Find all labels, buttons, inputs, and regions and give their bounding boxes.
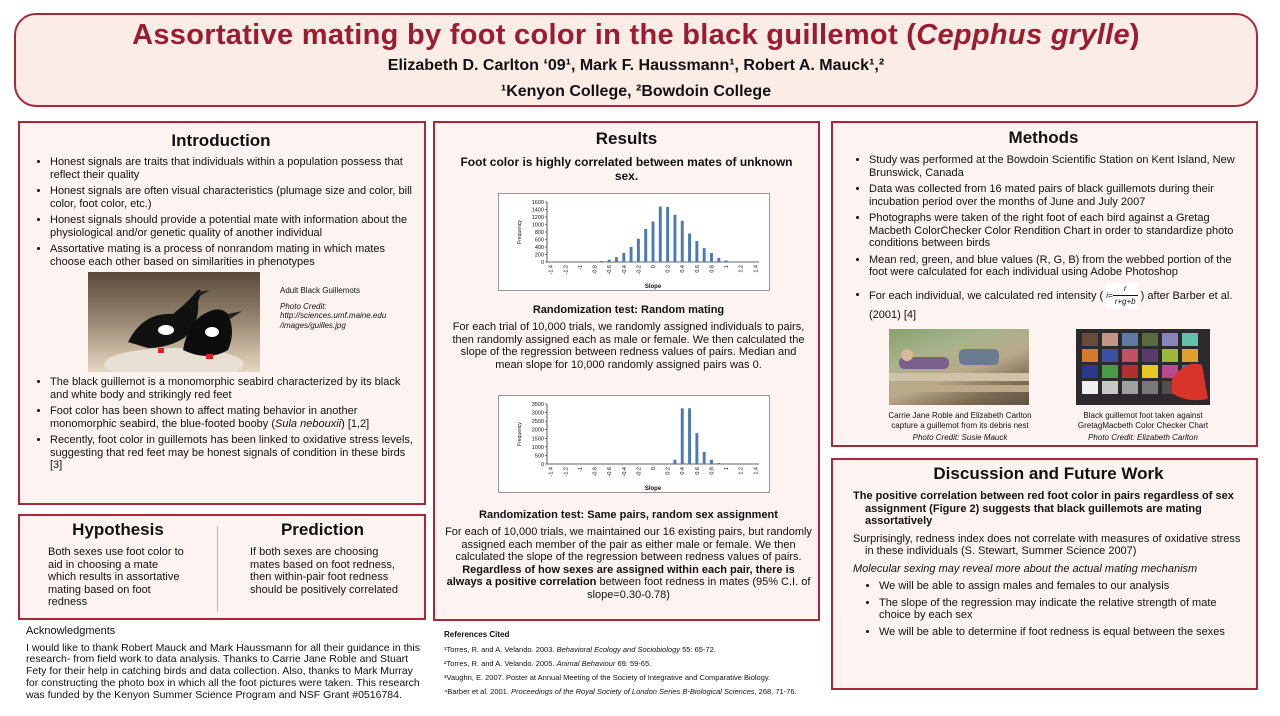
- x-tick-label: -0.4: [621, 467, 628, 477]
- x-tick-label: -1.2: [563, 265, 570, 275]
- x-tick-label: -1: [577, 467, 584, 472]
- results-heading: Results: [595, 129, 658, 148]
- formula-lhs: i=: [1106, 290, 1113, 300]
- x-tick-label: 0.8: [709, 467, 716, 475]
- discussion-para1: The positive correlation between red foot color in pairs regardless of sex assignment (Figure 2) suggests that black guillemots are mating assortatively: [853, 490, 1234, 527]
- histogram-bar: [600, 261, 603, 262]
- field-work-photo: [889, 329, 1029, 405]
- test2-text: [443, 526, 814, 601]
- intro-bullet-booby: [50, 405, 414, 430]
- histogram-bar: [637, 239, 640, 262]
- y-tick-label: 3500: [531, 402, 544, 408]
- title-species: Cepphus grylle: [916, 19, 1130, 51]
- x-tick-label: 1: [724, 467, 731, 471]
- y-tick-label: 1000: [531, 444, 544, 451]
- title-banner: [14, 13, 1258, 107]
- hypothesis-prediction-panel: [18, 514, 426, 620]
- reference-item: [444, 673, 814, 682]
- formula-text-pre: For each individual, we calculated red intensity (: [869, 289, 1104, 302]
- introduction-panel: [18, 121, 426, 505]
- discussion-panel: [831, 458, 1258, 690]
- acknowledgments-block: [26, 625, 422, 701]
- reference-journal: Behavioral Ecology and Sociobiology: [556, 645, 680, 654]
- color-checker-patch: [1082, 349, 1098, 362]
- red-intensity-formula: [1106, 283, 1137, 309]
- x-tick-label: 0.8: [709, 265, 716, 273]
- hypothesis-text: Both sexes use foot color to aid in choosing a mate which results in assortative mating based on foot redness: [48, 546, 184, 608]
- y-tick-label: 200: [534, 252, 544, 259]
- photo1-caption-block: [877, 411, 1043, 443]
- reference-journal: Animal Behaviour: [556, 659, 616, 668]
- color-checker-patch: [1142, 349, 1158, 362]
- color-checker-patch: [1102, 365, 1118, 378]
- histogram-bar: [695, 433, 698, 464]
- photo-credit-label: Photo Credit:: [280, 301, 327, 311]
- intro-bullet: • Honest signals should provide a potential mate with information about the physiological and/or genetic quality of another individual: [50, 214, 414, 239]
- color-checker-patch: [1162, 349, 1178, 362]
- x-tick-label: 0.6: [694, 265, 701, 273]
- color-checker-patch: [1122, 381, 1138, 394]
- authors: Elizabeth D. Carlton ‘09¹, Mark F. Haussmann¹, Robert A. Mauck¹,²: [387, 57, 885, 74]
- methods-bullet: • Photographs were taken of the right foot of each bird against a Gretag Macbeth ColorChecker Color Rendition Chart in order to standardize photo conditions between birds: [869, 212, 1244, 250]
- guillemot-photo-block: [28, 272, 414, 374]
- discussion-bullet: • We will be able to determine if foot redness is equal between the sexes: [879, 626, 1244, 639]
- title-end: ): [1129, 19, 1140, 51]
- x-tick-label: -0.6: [607, 265, 614, 275]
- histogram-bar: [659, 207, 662, 263]
- discussion-list: [853, 580, 1244, 638]
- color-checker-patch: [1122, 333, 1138, 346]
- discussion-para2: Surprisingly, redness index does not correlate with measures of oxidative stress in these individuals (S. Stewart, Summer Science 2007): [853, 532, 1241, 557]
- results-panel: [433, 121, 820, 621]
- photo1-credit: Photo Credit: Susie Mauck: [912, 433, 1008, 442]
- discussion-bullet: • We will be able to assign males and females to our analysis: [879, 580, 1244, 593]
- hypothesis-block: [28, 520, 208, 609]
- photo2-caption: Black guillemot foot taken against GretagMacbeth Color Checker Chart: [1077, 411, 1209, 430]
- affiliations: ¹Kenyon College, ²Bowdoin College: [500, 83, 772, 100]
- booby-text-post: ) [1,2]: [341, 417, 370, 430]
- y-axis-label: Frequency: [517, 422, 523, 446]
- methods-bullet: • Study was performed at the Bowdoin Scientific Station on Kent Island, New Brunswick, Canada: [869, 154, 1244, 179]
- reference-text: ¹Torres, R. and A. Velando. 2003.: [444, 645, 557, 654]
- x-tick-label: 1: [724, 265, 731, 269]
- histogram-bar: [703, 452, 706, 464]
- x-tick-label: 0.2: [665, 467, 672, 475]
- histogram-bar: [652, 222, 655, 263]
- hypothesis-heading: Hypothesis: [72, 520, 164, 539]
- discussion-para3: Molecular sexing may reveal more about the actual mating mechanism: [853, 562, 1198, 575]
- y-tick-label: 1500: [531, 436, 544, 443]
- reference-journal: Proceedings of the Royal Society of London Series B-Biological Sciences: [511, 687, 755, 696]
- x-tick-label: 0.2: [665, 265, 672, 273]
- x-tick-label: -1.2: [563, 467, 570, 477]
- x-tick-label: -0.8: [592, 265, 599, 275]
- histogram-bar: [608, 260, 611, 262]
- histogram-bar: [688, 408, 691, 464]
- random-mating-chart-svg: [499, 194, 769, 290]
- histogram-bar: [710, 460, 713, 464]
- histogram-bar: [725, 261, 728, 263]
- random-mating-histogram: [498, 193, 770, 291]
- histogram-bar: [673, 460, 676, 464]
- x-tick-label: 0.6: [694, 467, 701, 475]
- formula-text-post: ) after Barber et al. (2001) [4]: [869, 289, 1233, 321]
- y-axis-label: Frequency: [517, 220, 523, 244]
- histogram-bar: [630, 247, 633, 262]
- histogram-bar: [673, 215, 676, 262]
- reference-item: [444, 687, 814, 696]
- introduction-list: [28, 156, 414, 268]
- y-tick-label: 1000: [531, 222, 544, 229]
- guillemot-illustration: [88, 272, 260, 372]
- x-tick-label: -1.4: [548, 467, 555, 477]
- photo-label: Adult Black Guillemots: [280, 286, 361, 295]
- photo-caption-block: [280, 286, 410, 330]
- poster-title: [16, 19, 1256, 52]
- discussion-bullet: • The slope of the regression may indicate the relative strength of mate choice by each sex: [879, 597, 1244, 622]
- column-divider: [217, 526, 218, 612]
- methods-heading: Methods: [1008, 128, 1079, 147]
- y-tick-label: 1400: [531, 207, 544, 214]
- y-tick-label: 2000: [531, 427, 544, 434]
- color-checker-patch: [1182, 349, 1198, 362]
- color-checker-patch: [1082, 365, 1098, 378]
- histogram-bar: [703, 248, 706, 262]
- intro-bullet-seabird: • The black guillemot is a monomorphic seabird characterized by its black and white body and strikingly red feet: [50, 376, 414, 401]
- references-heading: References Cited: [444, 630, 510, 639]
- x-axis-label: Slope: [644, 284, 662, 290]
- field-work-illustration: [889, 329, 1029, 405]
- color-checker-patch: [1082, 333, 1098, 346]
- x-tick-label: 1.4: [753, 467, 760, 475]
- color-checker-patch: [1142, 365, 1158, 378]
- x-tick-label: -1.4: [548, 265, 555, 275]
- reference-item: [444, 645, 814, 654]
- booby-text-pre: Foot color has been shown to affect mating behavior in another monomorphic seabird, the blue-footed booby (: [50, 405, 358, 430]
- test2-title: Randomization test: Same pairs, random sex assignment: [479, 509, 778, 521]
- prediction-text: If both sexes are choosing mates based on foot redness, then within-pair foot redness should be positively correlated: [250, 546, 398, 596]
- intro-bullet: • Honest signals are traits that individuals within a population possess that reflect their quality: [50, 156, 414, 181]
- test1-text: For each trial of 10,000 trials, we randomly assigned individuals to pairs, then randomly assigned each as male or female. We then calculated the slope of the regression between redness values of pairs. Median and mean slope for 10,000 randomly assigned pairs was 0.: [452, 321, 805, 371]
- reference-volume: 69: 59-65.: [615, 659, 652, 668]
- color-checker-patch: [1122, 365, 1138, 378]
- histogram-bar: [710, 253, 713, 262]
- references-list: [444, 645, 814, 696]
- x-tick-label: 1.4: [753, 265, 760, 273]
- reference-item: [444, 659, 814, 668]
- x-axis-label: Slope: [644, 486, 662, 492]
- photo-credit-url: http://sciences.umf.maine.edu /images/guilles.jpg: [280, 311, 387, 330]
- x-tick-label: 1.2: [738, 265, 745, 273]
- y-tick-label: 1200: [531, 215, 544, 221]
- y-tick-label: 3000: [531, 410, 544, 417]
- x-tick-label: -0.2: [636, 467, 643, 477]
- acknowledgments-text: I would like to thank Robert Mauck and Mark Haussmann for all their guidance in this research- from field work to data analysis. Thanks to Carrie Jane Roble and Stuart Fety for their help in catching birds and data collection. Also, thanks to Mark Murray for constructing the photo box in which all the foot pictures were taken. This research was funded by the Kenyon Summer Science Program and NSF Grant #0516784.: [26, 641, 420, 701]
- color-checker-patch: [1102, 333, 1118, 346]
- color-checker-patch: [1142, 381, 1158, 394]
- x-tick-label: -0.6: [607, 467, 614, 477]
- y-tick-label: 600: [534, 237, 544, 244]
- histogram-bar: [717, 463, 720, 464]
- histogram-bar: [681, 408, 684, 464]
- x-tick-label: -0.8: [592, 467, 599, 477]
- same-pairs-histogram: [498, 395, 770, 493]
- photo2-caption-block: [1067, 411, 1219, 443]
- results-subheading: Foot color is highly correlated between mates of unknown sex.: [460, 155, 793, 183]
- intro-bullet-stress: • Recently, foot color in guillemots has been linked to oxidative stress levels, suggesting that red feet may be honest signals of condition in these birds [3]: [50, 434, 414, 472]
- test2-text-end: between foot redness in mates (95% C.I. of slope=0.30-0.78): [587, 576, 811, 601]
- color-checker-patch: [1162, 333, 1178, 346]
- test2-text-bold: Regardless of how sexes are assigned within each pair, there is always a positive correlation: [446, 563, 795, 588]
- same-pairs-chart-svg: [499, 396, 769, 492]
- title-main: Assortative mating by foot color in the black guillemot (: [132, 19, 917, 51]
- prediction-heading: Prediction: [280, 520, 365, 539]
- color-checker-patch: [1142, 333, 1158, 346]
- color-checker-patch: [1102, 349, 1118, 362]
- formula-numerator: r: [1113, 283, 1138, 297]
- test1-title: Randomization test: Random mating: [532, 304, 725, 316]
- y-tick-label: 2500: [531, 419, 544, 426]
- histogram-bar: [717, 258, 720, 262]
- x-tick-label: -1: [577, 265, 584, 270]
- histogram-bar: [615, 257, 618, 262]
- x-tick-label: 0: [651, 265, 657, 269]
- reference-volume: , 268, 71-76.: [754, 687, 797, 696]
- x-tick-label: -0.4: [621, 265, 628, 275]
- reference-text: ³Vaughn, E. 2007. Poster at Annual Meeting of the Society of Integrative and Comparative Biology.: [444, 673, 771, 682]
- x-tick-label: 0: [651, 467, 657, 471]
- x-tick-label: 0.4: [680, 265, 687, 273]
- photo1-caption: Carrie Jane Roble and Elizabeth Carlton capture a guillemot from its debris nest: [888, 411, 1032, 430]
- methods-list: [843, 154, 1244, 321]
- histogram-bar: [681, 221, 684, 262]
- x-tick-label: -0.2: [636, 265, 643, 275]
- reference-volume: 55: 65-72.: [680, 645, 716, 654]
- formula-fraction: [1113, 283, 1138, 309]
- color-checker-patch: [1102, 381, 1118, 394]
- histogram-bar: [688, 234, 691, 263]
- discussion-heading: Discussion and Future Work: [933, 464, 1164, 483]
- y-tick-label: 0: [540, 462, 544, 468]
- methods-panel: [831, 121, 1258, 447]
- test2-text-plain: For each of 10,000 trials, we maintained our 16 existing pairs, but randomly assigned each member of the pair as either male or female. We then calculated the slope of the regression between redness values of pairs.: [445, 526, 812, 563]
- color-checker-patch: [1182, 333, 1198, 346]
- y-tick-label: 800: [534, 230, 544, 236]
- intro-bullet: • Honest signals are often visual characteristics (plumage size and color, bill color, foot color, etc.): [50, 185, 414, 210]
- introduction-heading: Introduction: [171, 131, 271, 150]
- y-tick-label: 400: [534, 245, 544, 251]
- color-checker-illustration: [1076, 329, 1210, 405]
- guillemot-photo: [88, 272, 260, 372]
- reference-text: ²Torres, R. and A. Velando. 2005.: [444, 659, 557, 668]
- y-tick-label: 1600: [531, 200, 544, 206]
- x-tick-label: 1.2: [738, 467, 745, 475]
- color-checker-patch: [1122, 349, 1138, 362]
- booby-species: Sula nebouxii: [275, 417, 342, 430]
- methods-bullet-formula: [869, 283, 1244, 322]
- intro-bullet: • Assortative mating is a process of nonrandom mating in which mates choose each other based on similarities in phenotypes: [50, 243, 414, 268]
- histogram-bar: [644, 229, 647, 262]
- acknowledgments-heading: Acknowledgments: [26, 625, 116, 637]
- color-checker-patch: [1082, 381, 1098, 394]
- histogram-bar: [622, 253, 625, 262]
- methods-bullet: • Mean red, green, and blue values (R, G, B) from the webbed portion of the foot were calculated for each individual using Adobe Photoshop: [869, 254, 1244, 279]
- color-checker-photo: [1076, 329, 1210, 405]
- formula-denominator: r+g+b: [1114, 297, 1136, 306]
- x-tick-label: 0.4: [680, 467, 687, 475]
- photo2-credit: Photo Credit: Elizabeth Carlton: [1088, 433, 1198, 442]
- y-tick-label: 500: [534, 453, 544, 460]
- introduction-list-bottom: [28, 376, 414, 472]
- histogram-bar: [666, 207, 669, 262]
- methods-bullet: • Data was collected from 16 mated pairs of black guillemots during their incubation period over the months of June and July 2007: [869, 183, 1244, 208]
- prediction-block: [230, 520, 415, 596]
- references-block: [444, 630, 814, 701]
- histogram-bar: [695, 241, 698, 262]
- y-tick-label: 0: [540, 260, 544, 266]
- reference-text: ⁴Barber et al. 2001.: [444, 687, 512, 696]
